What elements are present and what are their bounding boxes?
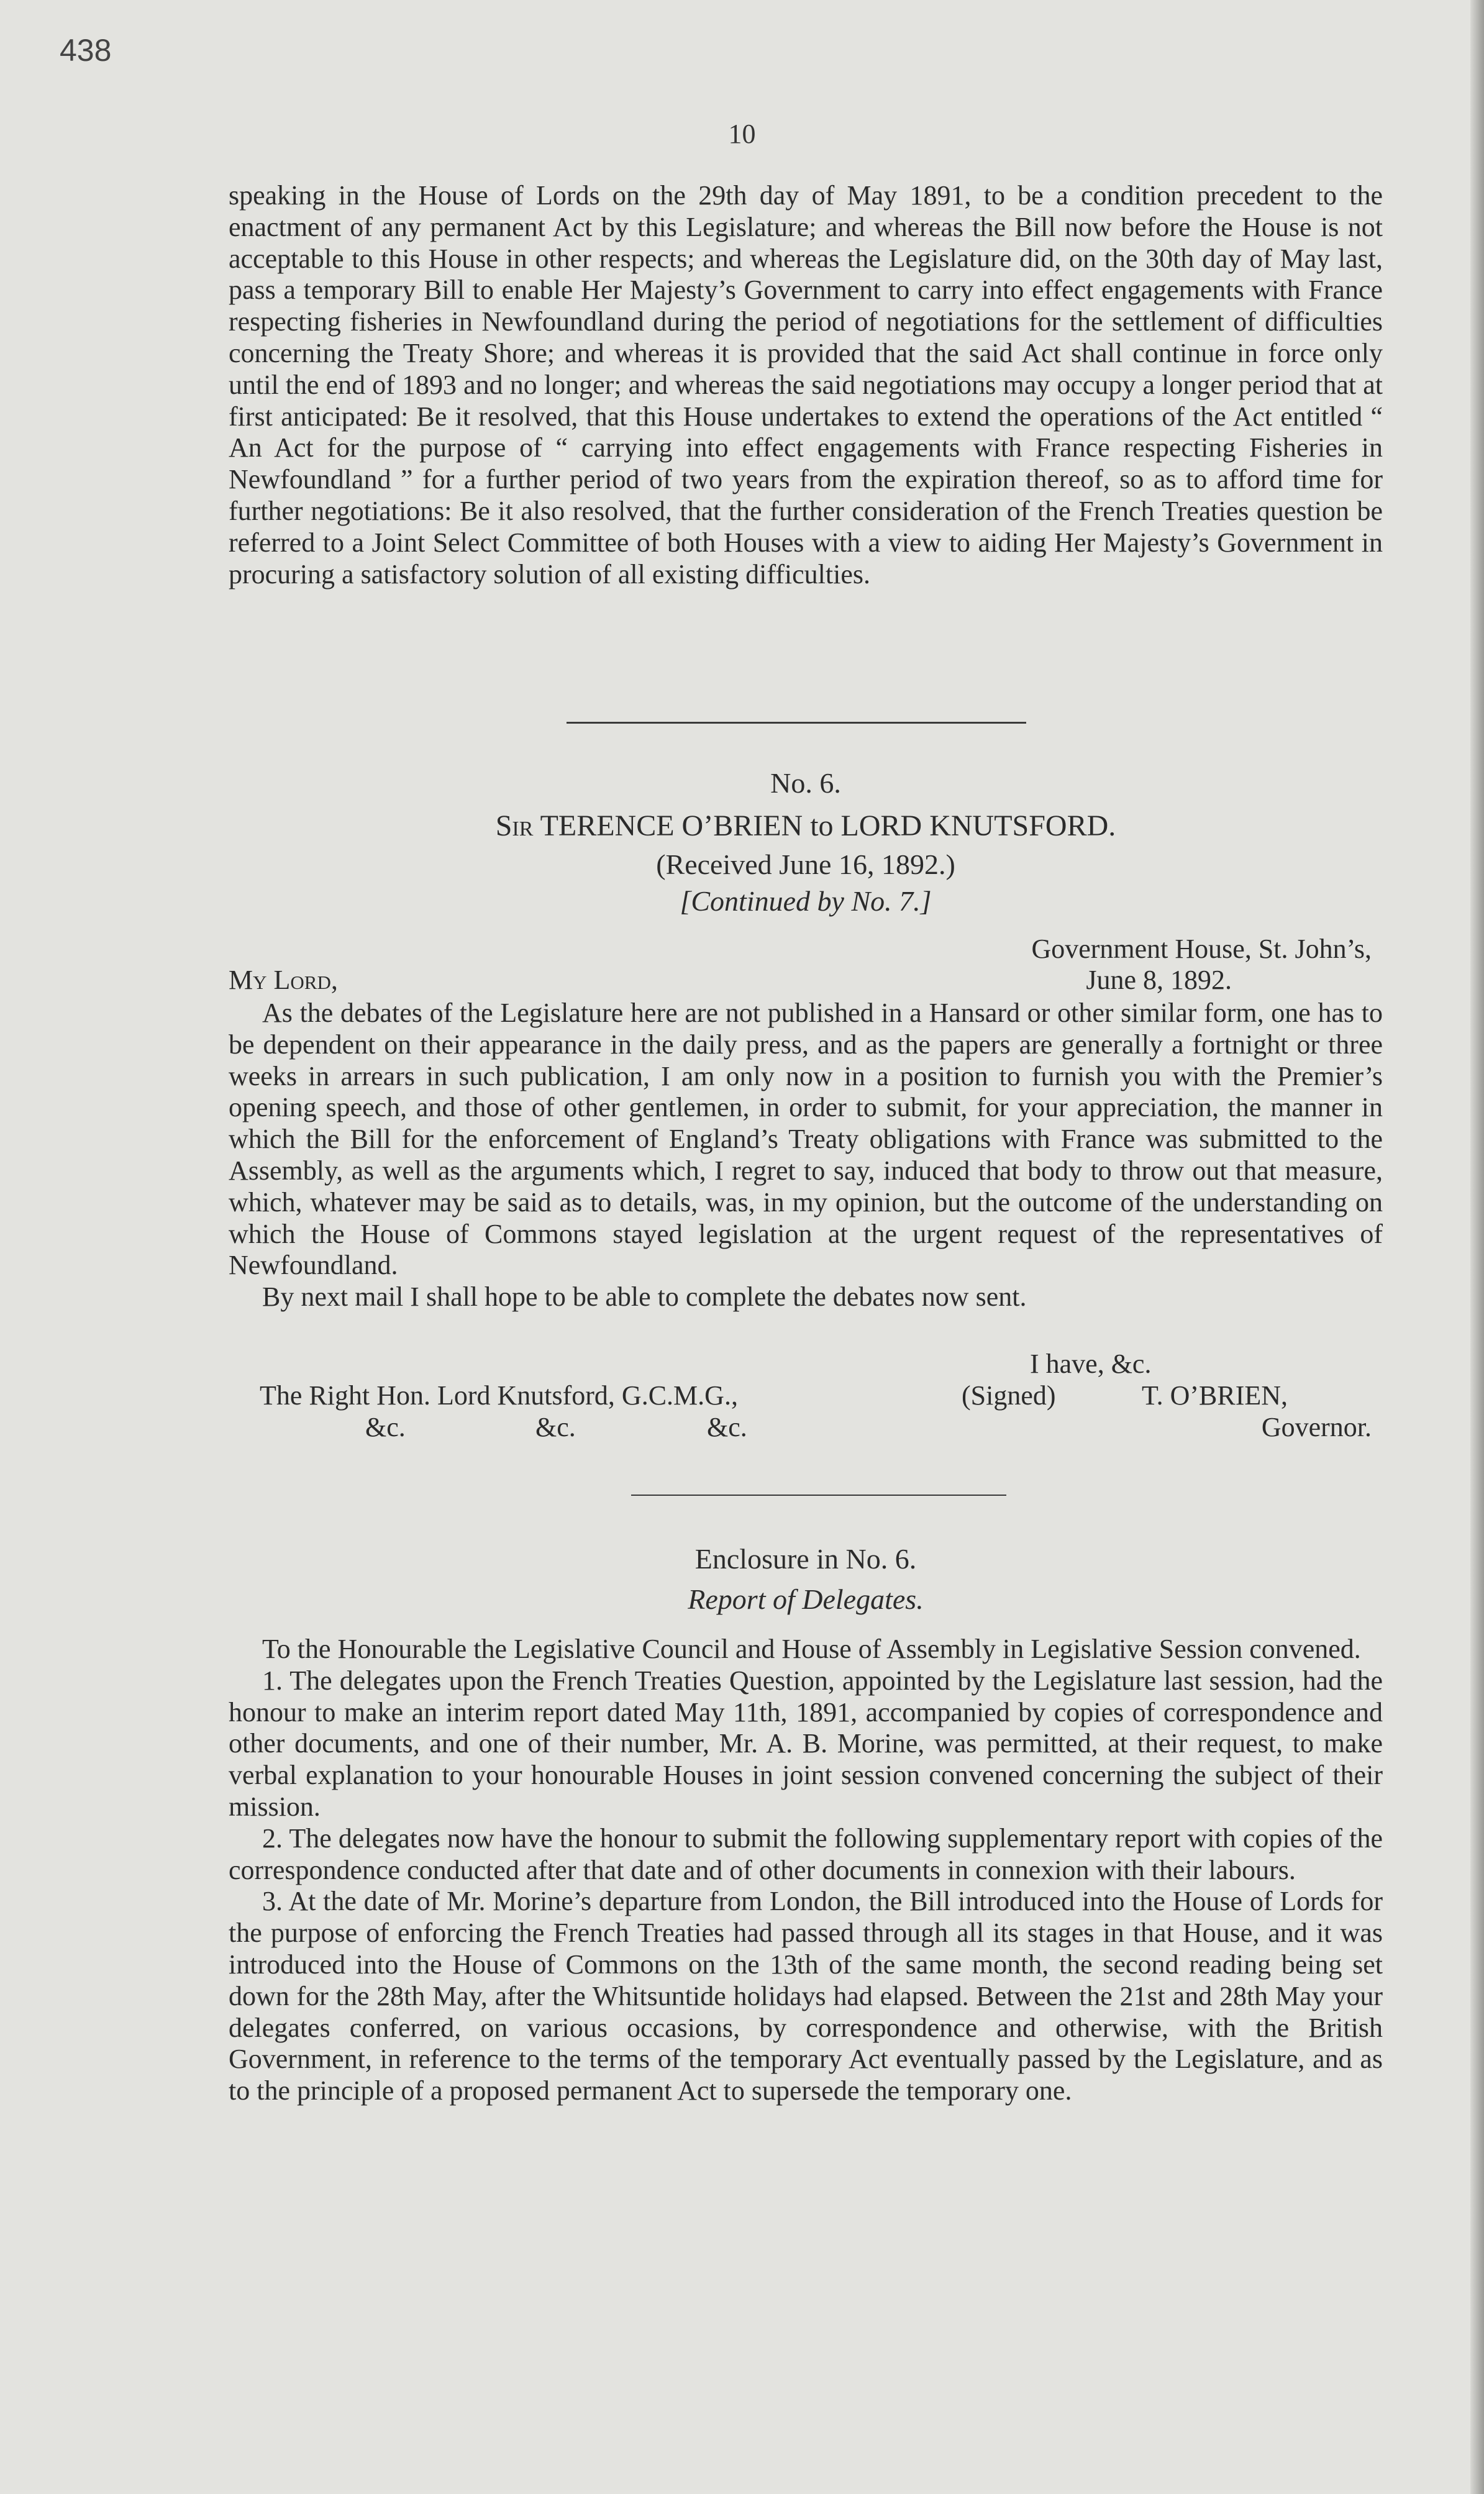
letter-addressee-etc-1: &c. [365, 1412, 406, 1442]
letter-body: As the debates of the Legislature here are not published in a Hansard or other similar form, one has to be dependent on their appearance in the daily press, and as the papers are generally a fortnight or three weeks in arrears in such publication, I am only now in a position to furnish you with the Premier’s opening speech, and those of other gentlemen, in order to submit, for your appreciation, the manner in which the Bill for the enforcement of England’s Treaty obligations with France was submitted to the Assembly, as well as the arguments which, I regret to say, induced that body to throw out that measure, which, whatever may be said as to details, was, in my opinion, but the outcome of the understanding on which the House of Commons stayed legislation at the urgent request of the representatives of Newfoundland. [229, 998, 1383, 1281]
enclosure-paragraph-2: 2. The delegates now have the honour to submit the following supplementary report with copies of the correspondence conducted after that date and of other documents in connexion with their labours. [229, 1823, 1383, 1885]
folio-number: 438 [60, 33, 112, 68]
enclosure-address: To the Honourable the Legislative Council and House of Assembly in Legislative Session convened. [262, 1634, 1361, 1664]
letter-continued-by: [Continued by No. 7.] [680, 885, 932, 917]
letter-signatory: T. O’BRIEN, [1142, 1380, 1288, 1411]
letter-received-date: (Received June 16, 1892.) [656, 849, 955, 880]
letter-heading [229, 809, 1383, 843]
letter-signed: (Signed) [962, 1380, 1056, 1411]
section-divider-1 [567, 722, 1026, 724]
enclosure-heading: Enclosure in No. 6. [694, 1543, 917, 1575]
enclosure-paragraph-1: 1. The delegates upon the French Treaties Question, appointed by the Legislature last session, had the honour to make an interim report dated May 11th, 1891, accompanied by copies of correspondence and other documents, and one of their number, Mr. A. B. Morine, was permitted, at their request, to make verbal explanation to your honourable Houses in joint session convened concerning the subject of their mission. [229, 1665, 1383, 1822]
section-divider-2 [631, 1495, 1006, 1496]
letter-signatory-title: Governor. [1261, 1412, 1372, 1442]
letter-salutation: My Lord, [229, 965, 338, 995]
letter-addressee-etc-2: &c. [535, 1412, 576, 1442]
letter-addressee-etc-3: &c. [707, 1412, 747, 1442]
enclosure-title: Report of Delegates. [688, 1583, 924, 1615]
letter-postscript: By next mail I shall hope to be able to complete the debates now sent. [262, 1281, 1027, 1313]
letter-date: June 8, 1892. [1086, 965, 1232, 995]
continued-paragraph-block [229, 180, 1383, 590]
continued-paragraph: speaking in the House of Lords on the 29th day of May 1891, to be a condition precedent to the enactment of any permanent Act by this Legislature; and whereas the Bill now before the House is not acceptable to this House in other respects; and whereas the Legislature did, on the 30th day of May last, pass a temporary Bill to enable Her Majesty’s Government to carry into effect engagements with France respecting fisheries in Newfoundland during the period of negotiations for the settlement of difficulties concerning the Treaty Shore; and whereas it is provided that the said Act shall continue in force only until the end of 1893 and no longer; and whereas the said negotiations may occupy a longer period that at first anticipated: Be it resolved, that this House undertakes to extend the operations of the Act entitled “ An Act for the purpose of “ carrying into effect engagements with France respecting Fisheries in Newfoundland ” for a further period of two years from the expiration thereof, so as to afford time for further negotiations: Be it also resolved, that the further consideration of the French Treaties question be referred to a Joint Select Committee of both Houses with a view to aiding Her Majesty’s Government in procuring a satisfactory solution of all existing difficulties. [229, 180, 1383, 589]
enclosure-paragraph-3: 3. At the date of Mr. Morine’s departure from London, the Bill introduced into the House of Lords for the purpose of enforcing the French Treaties had passed through all its stages in that House, and it was introduced into the House of Commons on the 13th of the same month, the second reading being set down for the 28th May, after the Whitsuntide holidays had elapsed. Between the 21st and 28th May your delegates conferred, on various occasions, by correspondence and otherwise, with the British Government, in reference to the terms of the temporary Act eventually passed by the Legislature, and as to the principle of a proposed permanent Act to supersede the temporary one. [229, 1886, 1383, 2106]
page-edge-shadow [1470, 0, 1484, 2494]
letter-heading-prefix: Sir [495, 809, 534, 842]
letter-address: Government House, St. John’s, [1031, 934, 1372, 964]
letter-heading-text: TERENCE O’BRIEN to LORD KNUTSFORD. [540, 809, 1116, 842]
letter-body-block [229, 998, 1383, 1313]
letter-number: No. 6. [770, 767, 841, 799]
letter-closing: I have, &c. [1030, 1349, 1152, 1379]
page-number: 10 [728, 119, 756, 149]
enclosure-body-block [229, 1634, 1383, 2107]
letter-addressee: The Right Hon. Lord Knutsford, G.C.M.G., [260, 1380, 738, 1411]
